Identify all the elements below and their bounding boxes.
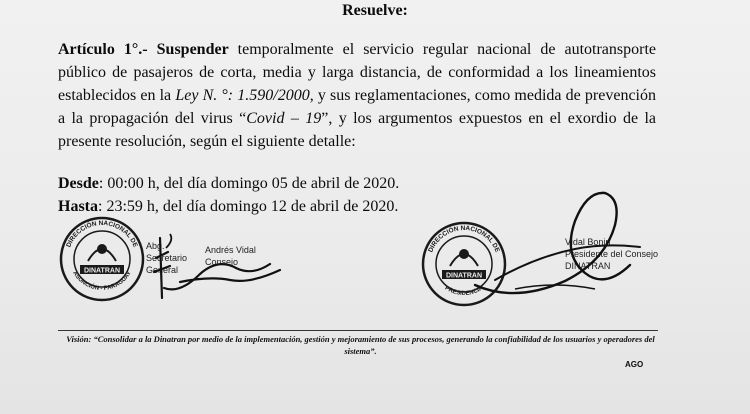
left-seal-center: DINATRAN xyxy=(83,267,121,275)
article-text-3: ”, y los argumentos expuestos en el exordio de la presente resolución, según el siguiente detalle: xyxy=(58,110,656,150)
right-seal-ring-bottom: PRESIDENCIA xyxy=(443,285,485,297)
left-stamp-line2: Secretario xyxy=(146,253,188,263)
date-from-text: : 00:00 h, del día domingo 05 de abril de 2020. xyxy=(98,175,400,192)
date-to-text: : 23:59 h, del día domingo 12 de abril de 2020. xyxy=(98,198,399,215)
left-seal-ring-bottom: ASUNCIÓN - PARAGUAY xyxy=(71,270,133,292)
article-text-2: , y sus reglamentaciones, como medida de prevención a la propagación del virus “ xyxy=(58,87,657,127)
heading: Resuelve: xyxy=(342,2,408,19)
left-stamp-b-line1: Andrés Vidal xyxy=(205,245,256,255)
footer-code: AGO xyxy=(625,360,644,369)
vision-text: “Consolidar a la Dinatran por medio de la implementación, gestión y mejoramiento de sus procesos, generando la confiabilidad de los usuarios y operadores del sistema”. xyxy=(91,334,655,356)
left-signature xyxy=(140,228,290,308)
footer-rule xyxy=(58,330,658,331)
law-reference: Ley N. °: 1.590/2000 xyxy=(175,87,310,104)
date-from xyxy=(58,172,399,195)
article-text-1: temporalmente el servicio regular nacional de autotransporte público de pasajeros de corta, media y larga distancia, de conformidad a los lineamientos establecidos en la xyxy=(58,41,657,104)
left-seal-ring-top: DIRECCIÓN NACIONAL DE xyxy=(65,219,139,249)
right-stamp-line1: Vidal Bonin xyxy=(565,237,611,247)
right-signature xyxy=(455,185,655,305)
left-seal xyxy=(58,215,146,303)
left-stamp-line1: Abg. xyxy=(146,241,165,251)
right-stamp-line3: DINATRAN xyxy=(565,261,611,271)
date-from-label: Desde xyxy=(58,175,99,192)
vision-label: Visión: xyxy=(66,334,92,344)
date-range xyxy=(58,172,399,218)
date-to-label: Hasta xyxy=(58,198,98,215)
left-stamp-line3: General xyxy=(146,265,179,275)
article-paragraph xyxy=(58,38,656,153)
right-seal-ring-top: DIRECCIÓN NACIONAL DE xyxy=(427,224,501,254)
right-seal-center: DINATRAN xyxy=(445,272,483,280)
vision-statement xyxy=(58,333,663,357)
virus-name: Covid – 19 xyxy=(246,110,322,127)
right-stamp-line2: Presidente del Consejo xyxy=(565,249,659,259)
left-stamp-b-line2: Consejo xyxy=(205,257,239,267)
article-verb: Suspender xyxy=(156,41,229,58)
article-number: Artículo 1°.- xyxy=(58,41,148,58)
